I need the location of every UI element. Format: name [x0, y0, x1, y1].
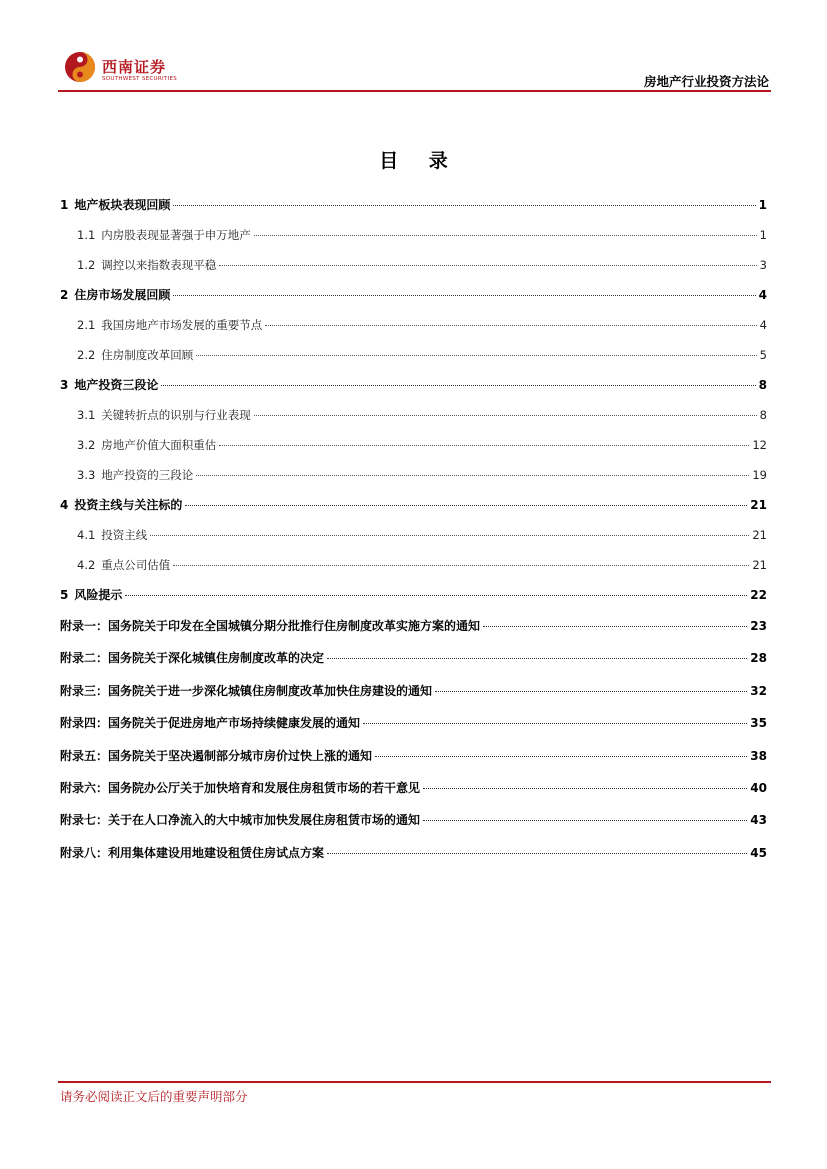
dot-leader — [185, 505, 747, 506]
dot-leader — [423, 788, 747, 789]
toc-entry-page: 45 — [750, 845, 767, 860]
toc-entry-text: 风险提示 — [74, 588, 123, 602]
toc-entry-text: 房地产价值大面积重估 — [101, 438, 217, 452]
toc-entry-page: 28 — [750, 651, 767, 666]
toc-entry-text: 关键转折点的识别与行业表现 — [101, 408, 251, 422]
dot-leader — [150, 535, 749, 536]
toc-entry-text: 地产板块表现回顾 — [74, 198, 171, 212]
dot-leader — [363, 723, 747, 724]
toc-entry-text: 重点公司估值 — [101, 558, 171, 572]
logo-english-name: SOUTHWEST SECURITIES — [102, 76, 178, 82]
toc-entry-number: 3.3 — [77, 468, 96, 482]
toc-entry-text: 地产投资的三段论 — [101, 468, 194, 482]
toc-entry-2[interactable] — [60, 280, 767, 310]
toc-entry-2-1[interactable] — [60, 310, 767, 340]
dot-leader — [327, 658, 747, 659]
toc-entry-page: 32 — [750, 683, 767, 698]
report-title: 房地产行业投资方法论 — [643, 74, 769, 89]
dot-leader — [173, 295, 755, 296]
toc-entry-text: 附录六：国务院办公厅关于加快培育和发展住房租赁市场的若干意见 — [60, 780, 421, 795]
toc-entry-number: 3 — [60, 378, 69, 392]
toc-entry-page: 4 — [759, 318, 767, 332]
disclaimer-note: 请务必阅读正文后的重要声明部分 — [60, 1089, 248, 1104]
toc-entry-number: 3.1 — [77, 408, 96, 422]
toc-entry-3-3[interactable] — [60, 460, 767, 490]
toc-entry-3[interactable] — [60, 370, 767, 400]
toc-title: 目 录 — [379, 150, 460, 172]
toc-entry-page: 1 — [759, 228, 767, 242]
toc-appendix-1[interactable] — [60, 610, 767, 642]
toc-entry-page: 12 — [752, 438, 767, 452]
dot-leader — [196, 355, 756, 356]
toc-entry-1-2[interactable] — [60, 250, 767, 280]
toc-appendix-7[interactable] — [60, 804, 767, 836]
dot-leader — [327, 853, 747, 854]
dot-leader — [254, 235, 757, 236]
header-divider — [58, 90, 771, 92]
toc-entry-page: 5 — [759, 348, 767, 362]
toc-entry-page: 3 — [759, 258, 767, 272]
toc-entry-text: 内房股表现显著强于申万地产 — [101, 228, 251, 242]
toc-entry-text: 附录一：国务院关于印发在全国城镇分期分批推行住房制度改革实施方案的通知 — [60, 619, 481, 633]
toc-entry-number: 1.2 — [77, 258, 96, 272]
toc-entry-text: 附录四：国务院关于促进房地产市场持续健康发展的通知 — [60, 716, 361, 731]
dot-leader — [196, 475, 749, 476]
page-header — [58, 46, 771, 92]
toc-entry-text: 住房市场发展回顾 — [74, 288, 171, 302]
toc-entry-number: 4.1 — [77, 528, 96, 542]
toc-appendix-6[interactable] — [60, 772, 767, 804]
toc-entry-page: 19 — [752, 468, 767, 482]
toc-entry-page: 40 — [750, 780, 767, 795]
toc-entry-text: 地产投资三段论 — [74, 378, 159, 392]
toc-entry-3-1[interactable] — [60, 400, 767, 430]
toc-entry-4-2[interactable] — [60, 550, 767, 580]
toc-entry-1-1[interactable] — [60, 220, 767, 250]
toc-entry-5[interactable] — [60, 580, 767, 610]
toc-appendix-2[interactable] — [60, 642, 767, 674]
toc-entry-text: 附录七：关于在人口净流入的大中城市加快发展住房租赁市场的通知 — [60, 813, 421, 828]
toc-appendix-8[interactable] — [60, 837, 767, 869]
toc-entry-text: 附录五：国务院关于坚决遏制部分城市房价过快上涨的通知 — [60, 748, 373, 763]
toc-entry-page: 4 — [758, 288, 767, 302]
dot-leader — [254, 415, 757, 416]
dot-leader — [265, 325, 756, 326]
dot-leader — [161, 385, 755, 386]
dot-leader — [173, 205, 755, 206]
toc-entry-page: 21 — [752, 558, 767, 572]
toc-entry-page: 38 — [750, 748, 767, 763]
logo-mark-icon — [64, 51, 96, 83]
toc-entry-number: 4.2 — [77, 558, 96, 572]
dot-leader — [173, 565, 749, 566]
toc-entry-4-1[interactable] — [60, 520, 767, 550]
toc-entry-4[interactable] — [60, 490, 767, 520]
toc-entry-text: 住房制度改革回顾 — [101, 348, 194, 362]
toc-entry-page: 43 — [750, 813, 767, 828]
toc-appendix-3[interactable] — [60, 675, 767, 707]
dot-leader — [423, 820, 747, 821]
dot-leader — [435, 691, 747, 692]
toc-entry-text: 附录三：国务院关于进一步深化城镇住房制度改革加快住房建设的通知 — [60, 683, 433, 698]
toc-entry-2-2[interactable] — [60, 340, 767, 370]
toc-entry-3-2[interactable] — [60, 430, 767, 460]
toc-entry-number: 2 — [60, 288, 69, 302]
toc-entry-page: 22 — [750, 588, 767, 602]
toc-appendix-5[interactable] — [60, 740, 767, 772]
dot-leader — [483, 626, 747, 627]
toc-entry-number: 3.2 — [77, 438, 96, 452]
dot-leader — [219, 445, 749, 446]
dot-leader — [375, 756, 747, 757]
table-of-contents — [60, 190, 767, 869]
toc-entry-page: 8 — [758, 378, 767, 392]
toc-entry-page: 21 — [752, 528, 767, 542]
footer-divider — [58, 1081, 771, 1083]
toc-entry-number: 4 — [60, 498, 69, 512]
toc-entry-number: 5 — [60, 588, 69, 602]
toc-entry-number: 1 — [60, 198, 69, 212]
toc-entry-text: 附录八：利用集体建设用地建设租赁住房试点方案 — [60, 845, 325, 860]
dot-leader — [219, 265, 756, 266]
toc-entry-text: 附录二：国务院关于深化城镇住房制度改革的决定 — [60, 651, 325, 666]
toc-entry-number: 1.1 — [77, 228, 96, 242]
toc-entry-text: 调控以来指数表现平稳 — [101, 258, 217, 272]
toc-entry-text: 投资主线 — [101, 528, 148, 542]
toc-appendix-4[interactable] — [60, 707, 767, 739]
logo-chinese-name: 西南证券 — [102, 58, 167, 76]
toc-entry-text: 我国房地产市场发展的重要节点 — [101, 318, 263, 332]
toc-entry-page: 35 — [750, 716, 767, 731]
toc-entry-number: 2.1 — [77, 318, 96, 332]
toc-entry-text: 投资主线与关注标的 — [74, 498, 183, 512]
toc-entry-page: 1 — [758, 198, 767, 212]
toc-entry-number: 2.2 — [77, 348, 96, 362]
dot-leader — [125, 595, 747, 596]
toc-entry-page: 8 — [759, 408, 767, 422]
toc-entry-1[interactable] — [60, 190, 767, 220]
toc-entry-page: 23 — [750, 619, 767, 633]
company-logo — [64, 50, 204, 90]
toc-entry-page: 21 — [750, 498, 767, 512]
